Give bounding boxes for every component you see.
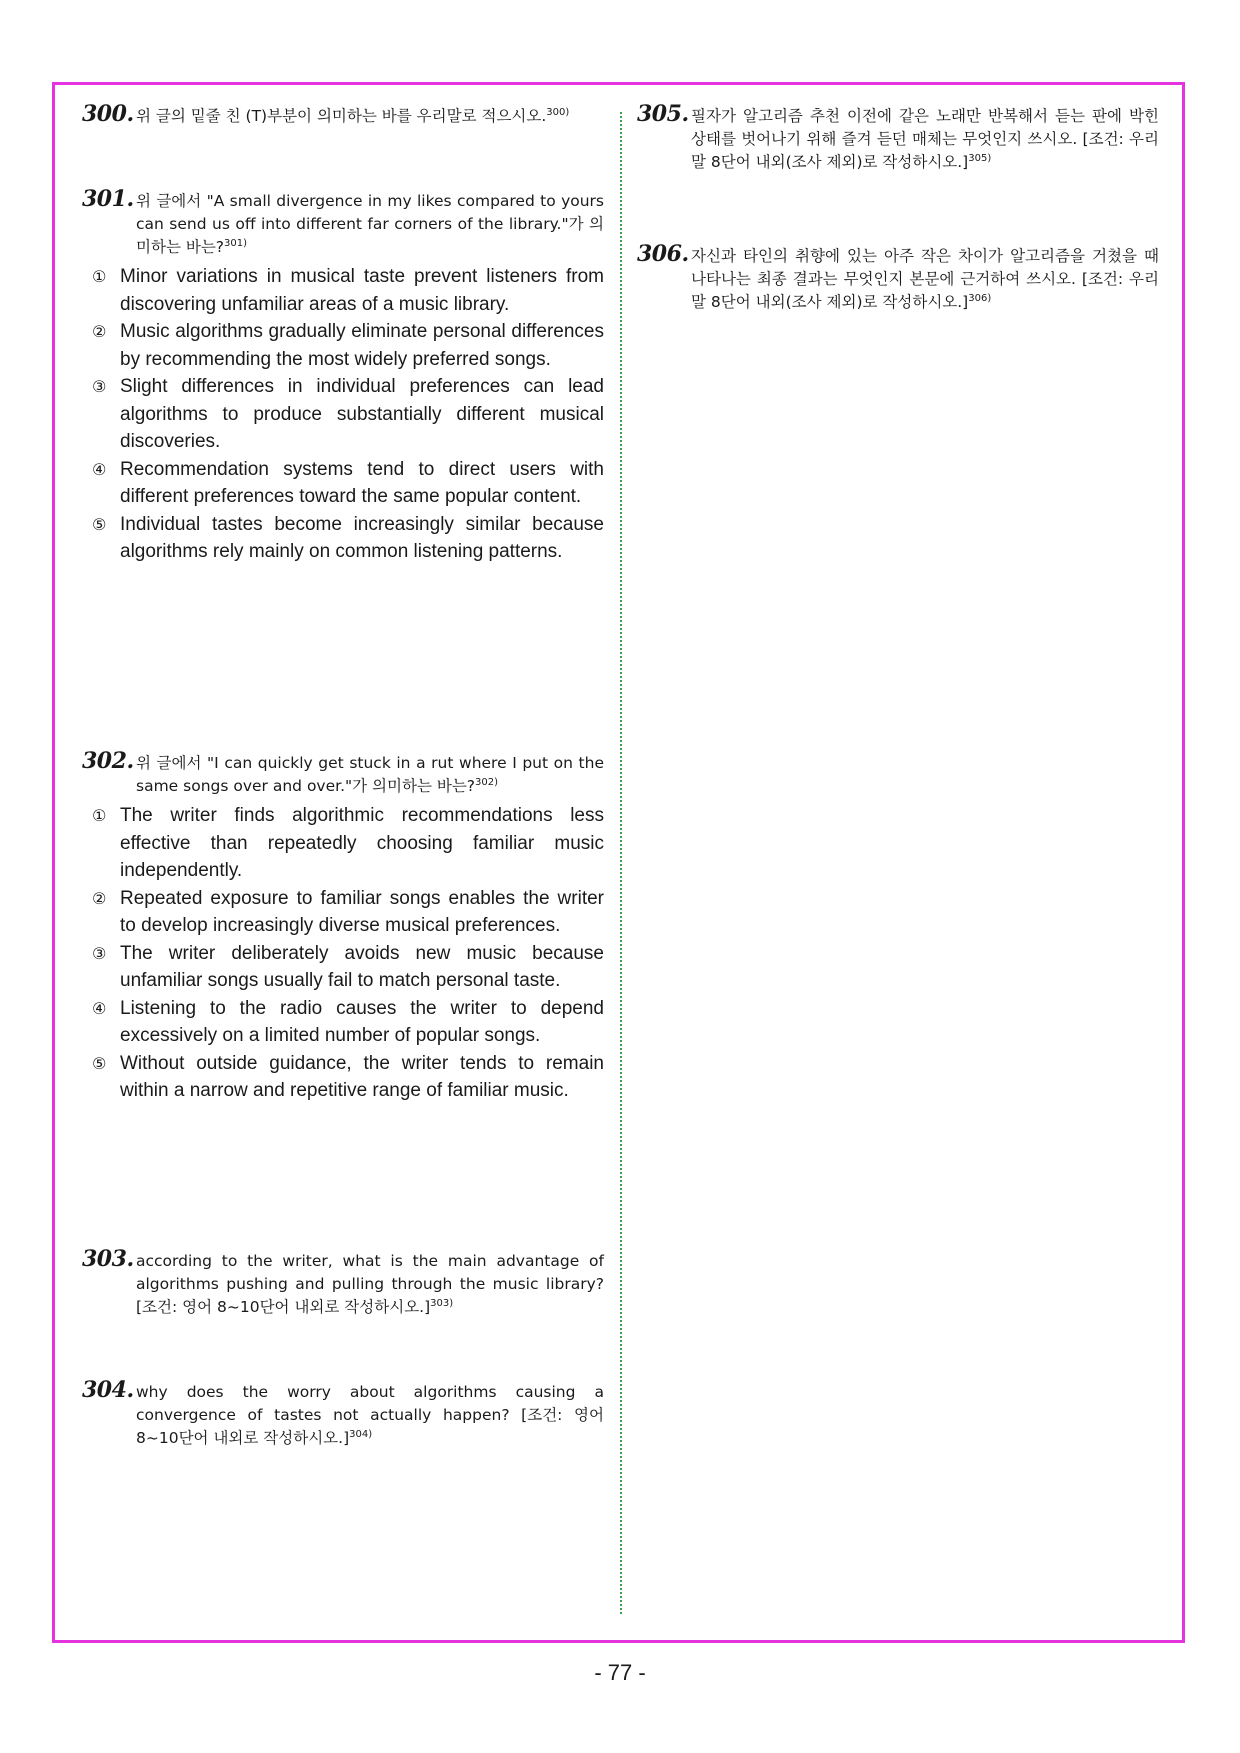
question-302-stem [82,748,604,798]
question-300 [82,101,604,128]
footnote-ref: 306) [968,292,992,304]
question-number: 305. [637,101,689,127]
option-text: Without outside guidance, the writer tends to remain within a narrow and repetitive range of familiar music. [120,1052,604,1101]
option-marker: ⑤ [92,1053,107,1073]
option-1[interactable] [82,263,604,318]
question-number: 306. [637,241,689,267]
question-304 [82,1377,604,1450]
footnote-ref: 301) [224,237,248,249]
option-marker: ① [92,267,107,286]
question-text: 위 글에서 "I can quickly get stuck in a rut where I put on the same songs over and over."가 의미하는 바는? [136,754,604,795]
footnote-ref: 305) [968,152,992,164]
option-text: Recommendation systems tend to direct users with different preferences toward the same popular content. [120,458,604,507]
option-marker: ④ [92,998,107,1018]
option-3[interactable] [82,373,604,456]
answer-options [82,802,604,1105]
question-306-stem [637,241,1159,314]
question-text: 필자가 알고리즘 추천 이전에 같은 노래만 반복해서 듣는 판에 박힌 상태를 벗어나기 위해 즐겨 듣던 매체는 무엇인지 쓰시오. [조건: 우리말 8단어 내외(조사 제외)로 작성하시오.] [691,107,1159,171]
option-text: Listening to the radio causes the writer to depend excessively on a limited number of popular songs. [120,997,604,1046]
option-text: Individual tastes become increasingly similar because algorithms rely mainly on common listening patterns. [120,513,604,562]
question-text: 위 글에서 "A small divergence in my likes compared to yours can send us off into different far corners of the library."가 의미하는 바는? [136,192,604,256]
question-304-stem [82,1377,604,1450]
option-text: Slight differences in individual preferences can lead algorithms to produce substantially different musical discoveries. [120,376,604,452]
footnote-ref: 302) [475,776,499,788]
question-301 [82,186,604,566]
option-3[interactable] [82,940,604,995]
question-303-stem [82,1246,604,1319]
question-number: 304. [82,1377,134,1403]
option-1[interactable] [82,802,604,885]
footnote-ref: 300) [546,106,570,118]
question-number: 300. [82,101,134,127]
option-marker: ③ [92,943,107,963]
answer-options [82,263,604,566]
option-marker: ③ [92,377,107,396]
option-marker: ⑤ [92,514,107,534]
question-text: 위 글의 밑줄 친 (T)부분이 의미하는 바를 우리말로 적으시오. [136,107,547,125]
option-text: Music algorithms gradually eliminate personal differences by recommending the most widely preferred songs. [120,321,604,370]
question-303 [82,1246,604,1319]
option-marker: ② [92,888,107,908]
question-number: 303. [82,1246,134,1272]
option-text: The writer deliberately avoids new music because unfamiliar songs usually fail to match personal taste. [120,942,604,991]
option-5[interactable] [82,1050,604,1105]
option-text: The writer finds algorithmic recommendations less effective than repeatedly choosing familiar music independently. [120,805,604,881]
question-305-stem [637,101,1159,174]
option-marker: ② [92,322,107,341]
question-text: 자신과 타인의 취향에 있는 아주 작은 차이가 알고리즘을 거쳤을 때 나타나는 최종 결과는 무엇인지 본문에 근거하여 쓰시오. [조건: 우리말 8단어 내외(조사 제외)로 작성하시오.] [691,247,1159,311]
footnote-ref: 303) [430,1297,454,1309]
option-marker: ④ [92,459,107,479]
option-marker: ① [92,806,107,825]
footnote-ref: 304) [349,1428,373,1440]
question-306 [637,241,1159,314]
question-301-stem [82,186,604,259]
question-number: 302. [82,748,134,774]
option-text: Minor variations in musical taste prevent listeners from discovering unfamiliar areas of a music library. [120,266,604,315]
page-number: - 77 - [594,1660,646,1685]
option-2[interactable] [82,885,604,940]
column-divider [620,112,622,1614]
question-302 [82,748,604,1105]
option-4[interactable] [82,995,604,1050]
option-5[interactable] [82,511,604,566]
option-2[interactable] [82,318,604,373]
question-305 [637,101,1159,174]
question-text: according to the writer, what is the main advantage of algorithms pushing and pulling through the music library? [조건: 영어 8~10단어 내외로 작성하시오.] [136,1252,604,1316]
question-300-stem [82,101,604,128]
question-number: 301. [82,186,134,212]
question-text: why does the worry about algorithms causing a convergence of tastes not actually happen? [조건: 영어 8~10단어 내외로 작성하시오.] [136,1383,604,1447]
option-4[interactable] [82,456,604,511]
option-text: Repeated exposure to familiar songs enables the writer to develop increasingly diverse musical preferences. [120,887,604,936]
